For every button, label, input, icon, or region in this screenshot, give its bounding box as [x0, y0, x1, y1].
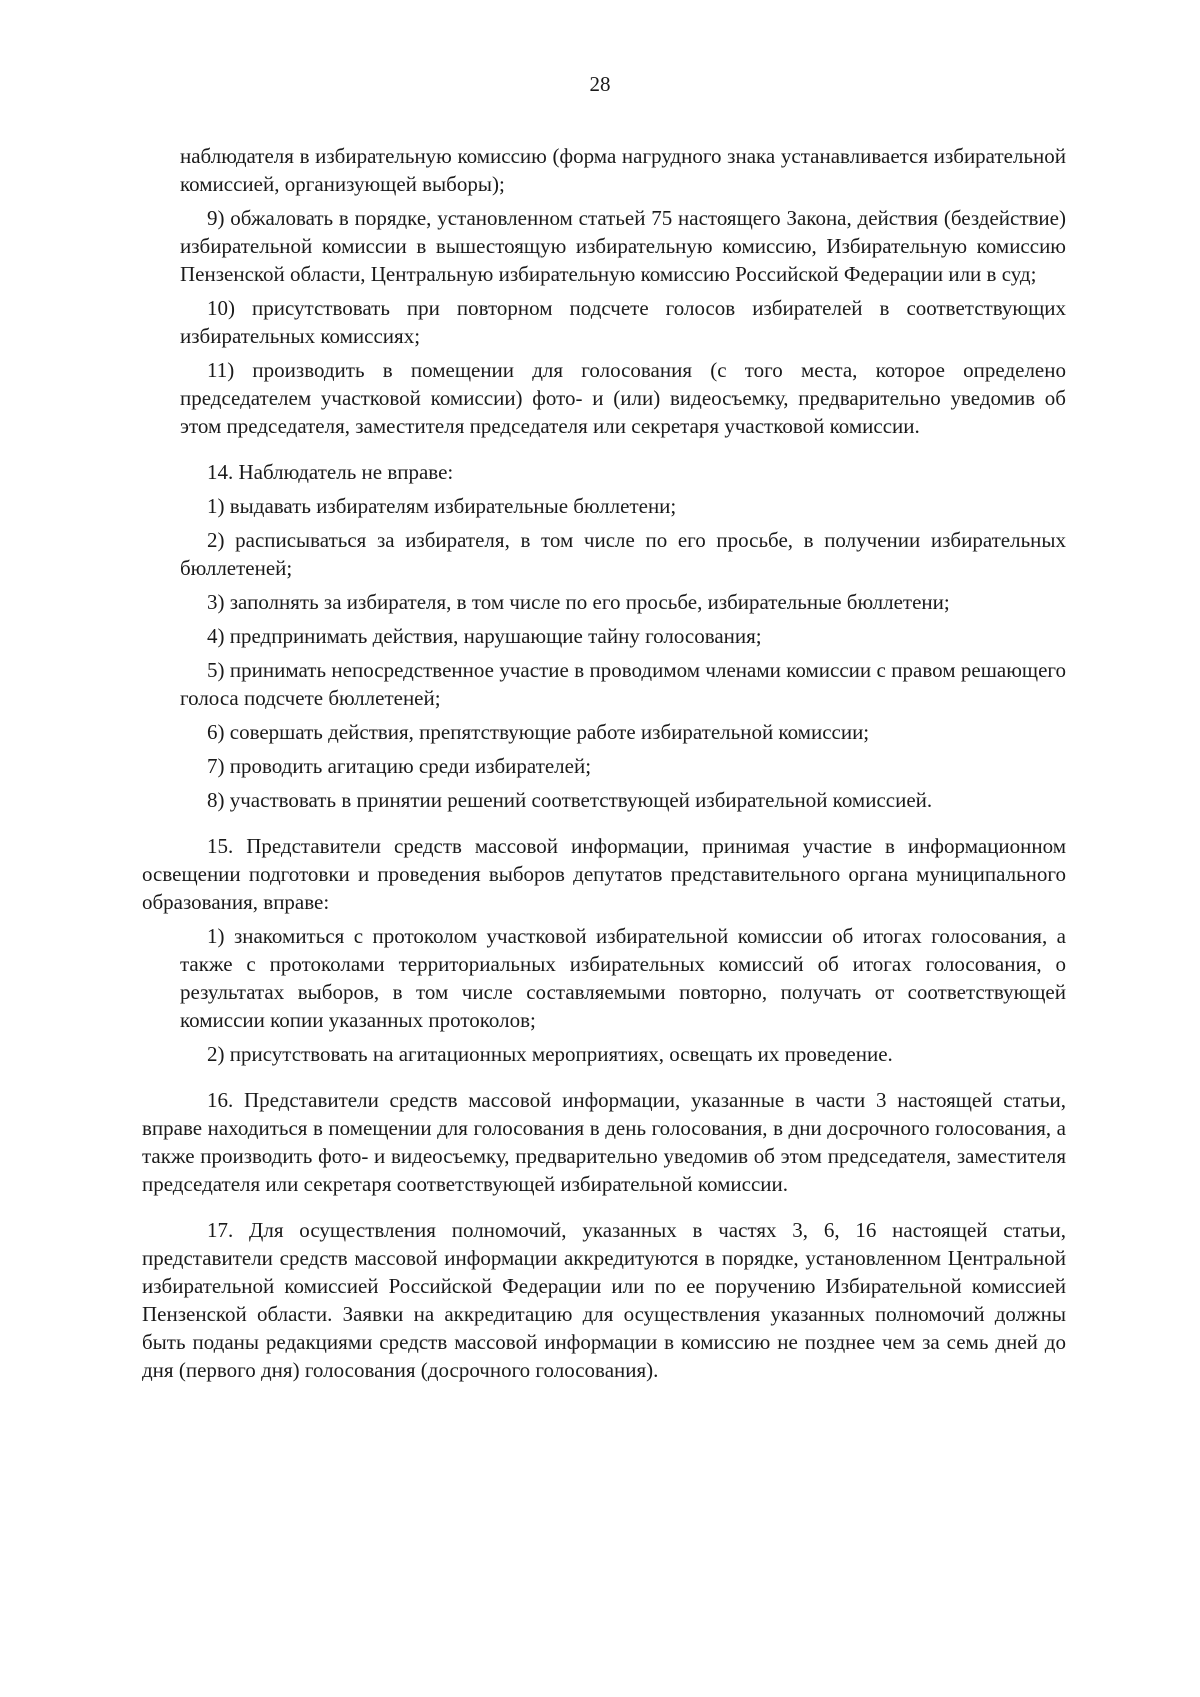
paragraph: 1) выдавать избирателям избирательные бюллетени;: [207, 494, 677, 518]
paragraph: 2) присутствовать на агитационных мероприятиях, освещать их проведение.: [207, 1042, 893, 1066]
paragraph: 11) производить в помещении для голосования (с того места, которое определено председателем участковой комиссии) фото- и (или) видеосъемку, предварительно уведомив об этом председателя, заместителя председателя или секретаря участковой комиссии.: [180, 358, 1066, 438]
paragraph: 2) расписываться за избирателя, в том числе по его просьбе, в получении избирательных бюллетеней;: [180, 528, 1066, 580]
paragraph: 10) присутствовать при повторном подсчете голосов избирателей в соответствующих избирательных комиссиях;: [180, 296, 1066, 348]
paragraph: 3) заполнять за избирателя, в том числе по его просьбе, избирательные бюллетени;: [207, 590, 950, 614]
paragraph: 5) принимать непосредственное участие в проводимом членами комиссии с правом решающего голоса подсчете бюллетеней;: [180, 658, 1066, 710]
paragraph: 4) предпринимать действия, нарушающие тайну голосования;: [207, 624, 762, 648]
paragraph: 8) участвовать в принятии решений соответствующей избирательной комиссией.: [207, 788, 933, 812]
paragraph: 1) знакомиться с протоколом участковой избирательной комиссии об итогах голосования, а также с протоколами территориальных избирательных комиссий об итогах голосования, о результатах выборов, в том числе составляемыми повторно, получать от соответствующей комиссии копии указанных протоколов;: [180, 924, 1066, 1032]
paragraph: 14. Наблюдатель не вправе:: [207, 460, 454, 484]
paragraph: 6) совершать действия, препятствующие работе избирательной комиссии;: [207, 720, 870, 744]
page-number: 28: [589, 72, 611, 96]
paragraph: 15. Представители средств массовой информации, принимая участие в информационном освещении подготовки и проведения выборов депутатов представительного органа муниципального образования, вправе:: [142, 834, 1066, 914]
paragraph: 17. Для осуществления полномочий, указанных в частях 3, 6, 16 настоящей статьи, представители средств массовой информации аккредитуются в порядке, установленном Центральной избирательной комиссией Российской Федерации или по ее поручению Избирательной комиссией Пензенской области. Заявки на аккредитацию для осуществления указанных полномочий должны быть поданы редакциями средств массовой информации в комиссию не позднее чем за семь дней до дня (первого дня) голосования (досрочного голосования).: [142, 1218, 1066, 1382]
paragraph: 9) обжаловать в порядке, установленном статьей 75 настоящего Закона, действия (бездействие) избирательной комиссии в вышестоящую избирательную комиссию, Избирательную комиссию Пензенской области, Центральную избирательную комиссию Российской Федерации или в суд;: [180, 206, 1066, 286]
paragraph: наблюдателя в избирательную комиссию (форма нагрудного знака устанавливается избирательной комиссией, организующей выборы);: [180, 144, 1066, 196]
document-body: [142, 142, 1066, 1390]
paragraph: 16. Представители средств массовой информации, указанные в части 3 настоящей статьи, вправе находиться в помещении для голосования в день голосования, в дни досрочного голосования, а также производить фото- и видеосъемку, предварительно уведомив об этом председателя, заместителя председателя или секретаря соответствующей избирательной комиссии.: [142, 1088, 1066, 1196]
paragraph: 7) проводить агитацию среди избирателей;: [207, 754, 592, 778]
